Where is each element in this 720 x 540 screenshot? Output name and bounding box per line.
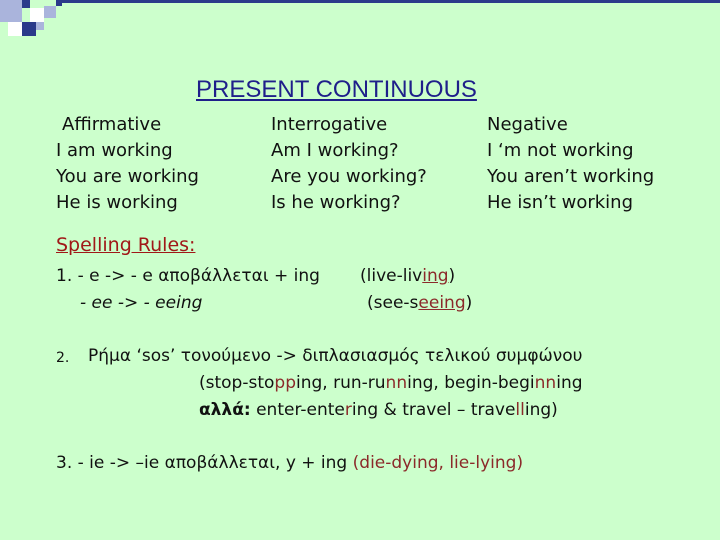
rule3-text: 3. - ie -> –ie αποβάλλεται, y + ing: [56, 453, 353, 473]
negative-line-3: He isn’t working: [487, 192, 634, 213]
affirmative-line-3: He is working: [56, 192, 178, 213]
interrogative-line-2: Are you working?: [271, 166, 427, 187]
affirmative-line-1: I am working: [56, 140, 173, 161]
rule1-ex2-pre: (see-s: [367, 293, 419, 313]
rule1-ex2-highlight: eeing: [418, 293, 466, 313]
rule2-but: αλλά:: [199, 400, 251, 420]
rule1-ex2-post: ): [465, 293, 473, 313]
rule2-examples-a: [199, 370, 583, 397]
interrogative-heading: Interrogative: [271, 114, 388, 135]
rule1-example-2: [367, 290, 472, 317]
rule2-ex-b-0: enter-ente: [250, 400, 345, 420]
rule1-line1: 1. - e -> - e αποβάλλεται + ing: [56, 266, 320, 286]
rule2-ex-a-4: ing, begin-begi: [407, 373, 535, 393]
rule2-number: 2.: [56, 350, 70, 366]
rule2-ex-a-3: nn: [385, 373, 408, 393]
interrogative-line-1: Am I working?: [271, 140, 399, 161]
top-bar: [62, 0, 720, 3]
negative-heading: Negative: [487, 114, 568, 135]
rule2-ex-b-1: r: [344, 400, 352, 420]
rule2-ex-b-3: ll: [515, 400, 525, 420]
rule2-examples-b: [199, 397, 558, 424]
rule2-ex-a-2: ing, run-ru: [296, 373, 386, 393]
rule2-ex-a-6: ing: [556, 373, 583, 393]
interrogative-line-3: Is he working?: [271, 192, 401, 213]
rule3-examples: (die-dying, lie-lying): [352, 453, 524, 473]
interrogative-column: [271, 112, 427, 216]
rule3: [56, 450, 523, 477]
rule2-ex-a-1: pp: [274, 373, 296, 393]
negative-line-1: I ‘m not working: [487, 140, 634, 161]
rule1-ex1-pre: (live-liv: [360, 266, 423, 286]
rule2-ex-a-0: (stop-sto: [199, 373, 275, 393]
rule2-ex-b-2: ing & travel – trave: [351, 400, 516, 420]
affirmative-column: [56, 112, 199, 216]
rule2-ex-b-4: ing): [524, 400, 558, 420]
negative-line-2: You aren’t working: [487, 166, 655, 187]
negative-column: [487, 112, 654, 216]
page-title: PRESENT CONTINUOUS: [196, 76, 477, 103]
rule2-ex-a-5: nn: [534, 373, 557, 393]
rule1-ex1-post: ): [448, 266, 456, 286]
rule1-example-1: [360, 263, 455, 290]
affirmative-line-2: You are working: [56, 166, 199, 187]
affirmative-heading: Affirmative: [62, 114, 162, 135]
spelling-rules-heading: Spelling Rules:: [56, 234, 196, 256]
rule1-ex1-highlight: ing: [422, 266, 449, 286]
rule2-line1: Ρήμα ‘sos’ τονούμενο -> διπλασιασμός τελικού συμφώνου: [88, 346, 583, 366]
rule1-line2: - ee -> - eeing: [80, 293, 203, 313]
